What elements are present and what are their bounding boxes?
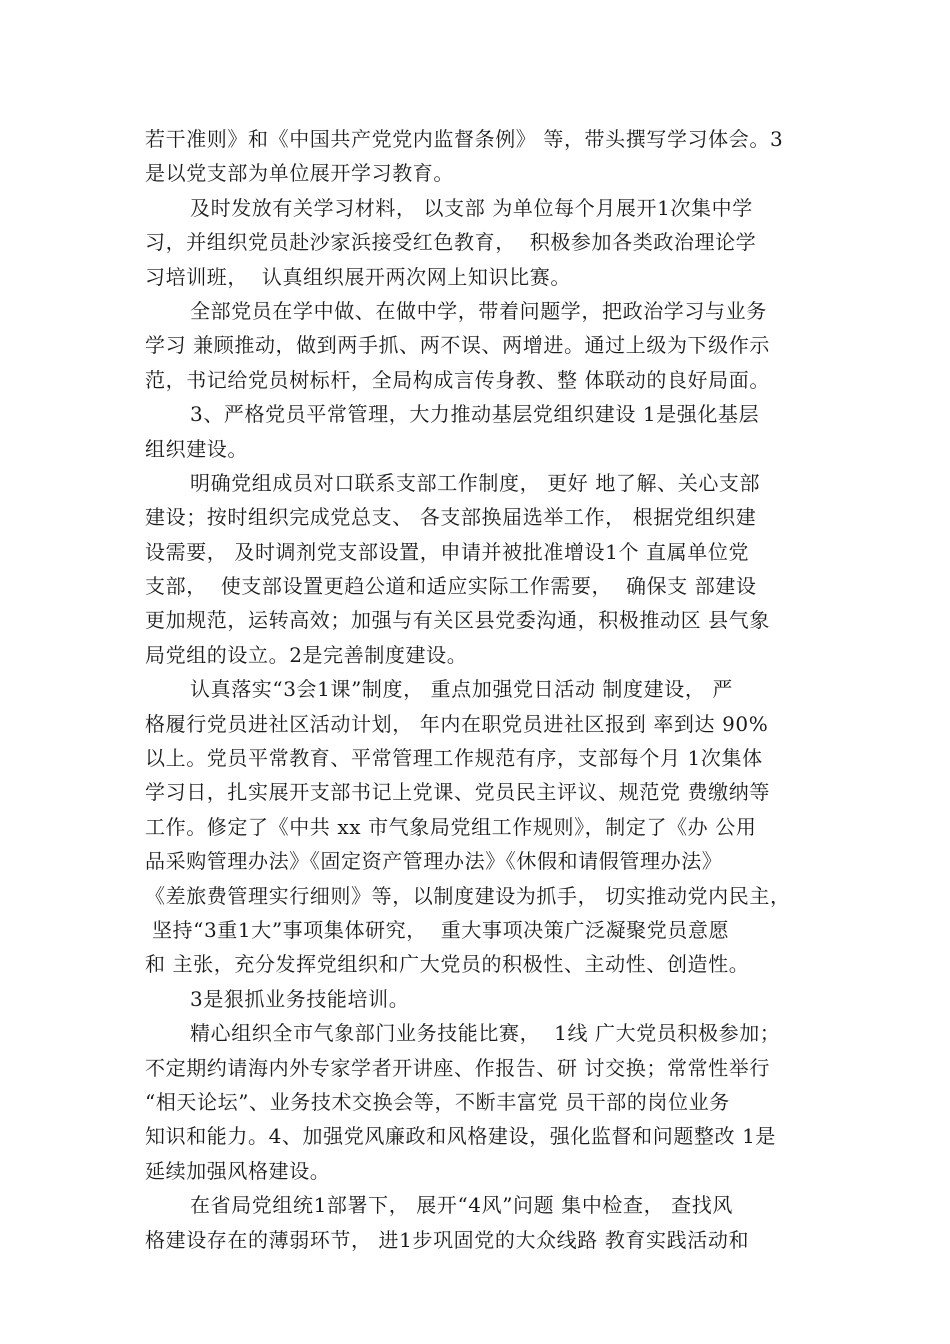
text-line: 知识和能力。4、加强党风廉政和风格建设，强化监督和问题整改 1是: [145, 1124, 777, 1149]
text-line: 工作。修定了《中共 xx 市气象局党组工作规则》，制定了《办 公用: [145, 814, 757, 839]
text-line: 学习日，扎实展开支部书记上党课、党员民主评议、规范党 费缴纳等: [145, 780, 770, 805]
text-line: 格履行党员进社区活动计划， 年内在职党员进社区报到 率到达 90%: [145, 711, 769, 736]
text-line: 品采购管理办法》《固定资产管理办法》《休假和请假管理办法》: [145, 849, 723, 874]
text-line: 范，书记给党员树标杆，全局构成言传身教、整 体联动的良好局面。: [145, 367, 770, 392]
text-line: 支部， 使支部设置更趋公道和适应实际工作需要， 确保支 部建设: [145, 574, 757, 599]
text-line: 在省局党组统1部署下， 展开“4风”问题 集中检查， 查找风: [190, 1193, 733, 1218]
text-line: 更加规范，运转高效；加强与有关区县党委沟通，积极推动区 县气象: [145, 608, 770, 633]
text-line: 若干准则》和《中国共产党党内监督条例》 等，带头撰写学习体会。3: [145, 127, 784, 151]
text-line: 明确党组成员对口联系支部工作制度， 更好 地了解、关心支部: [190, 470, 761, 495]
text-line: 精心组织全市气象部门业务技能比赛， 1线 广大党员积极参加；: [190, 1021, 781, 1046]
text-line: 以上。党员平常教育、平常管理工作规范有序，支部每个月 1次集体: [145, 746, 763, 771]
text-line: 格建设存在的薄弱环节， 进1步巩固党的大众线路 教育实践活动和: [145, 1227, 750, 1252]
text-line: 局党组的设立。2是完善制度建设。: [145, 642, 468, 667]
text-line: 不定期约请海内外专家学者开讲座、作报告、研 讨交换；常常性举行: [145, 1055, 770, 1080]
text-line: 全部党员在学中做、在做中学，带着问题学，把政治学习与业务: [190, 298, 767, 323]
text-line: 学习 兼顾推动，做到两手抓、两不误、两增进。通过上级为下级作示: [145, 333, 770, 358]
text-line: 3、严格党员平常管理，大力推动基层党组织建设 1是强化基层: [190, 402, 760, 427]
text-line: 认真落实“3会1课”制度， 重点加强党日活动 制度建设， 严: [190, 677, 733, 702]
text-line: 延续加强风格建设。: [145, 1158, 331, 1183]
text-line: 坚持“3重1大”事项集体研究， 重大事项决策广泛凝聚党员意愿: [145, 917, 730, 942]
text-line: 组织建设。: [145, 436, 248, 461]
text-line: 建设；按时组织完成党总支、 各支部换届选举工作， 根据党组织建: [145, 505, 757, 530]
text-line: 设需要， 及时调剂党支部设置，申请并被批准增设1个 直属单位党: [145, 539, 750, 564]
text-line: 《差旅费管理实行细则》等，以制度建设为抓手， 切实推动党内民主，: [145, 883, 791, 908]
text-line: 是以党支部为单位展开学习教育。: [145, 161, 454, 186]
text-line: 和 主张，充分发挥党组织和广大党员的积极性、主动性、创造性。: [145, 952, 750, 977]
text-line: 习，并组织党员赴沙家浜接受红色教育， 积极参加各类政治理论学: [145, 230, 757, 255]
text-line: 3是狠抓业务技能培训。: [190, 986, 410, 1011]
document-body: [145, 122, 825, 1257]
text-line: 习培训班， 认真组织展开两次网上知识比赛。: [145, 264, 571, 289]
text-line: 及时发放有关学习材料， 以支部 为单位每个月展开1次集中学: [190, 195, 753, 220]
text-line: “相天论坛”、业务技术交换会等，不断丰富党 员干部的岗位业务: [145, 1089, 730, 1114]
